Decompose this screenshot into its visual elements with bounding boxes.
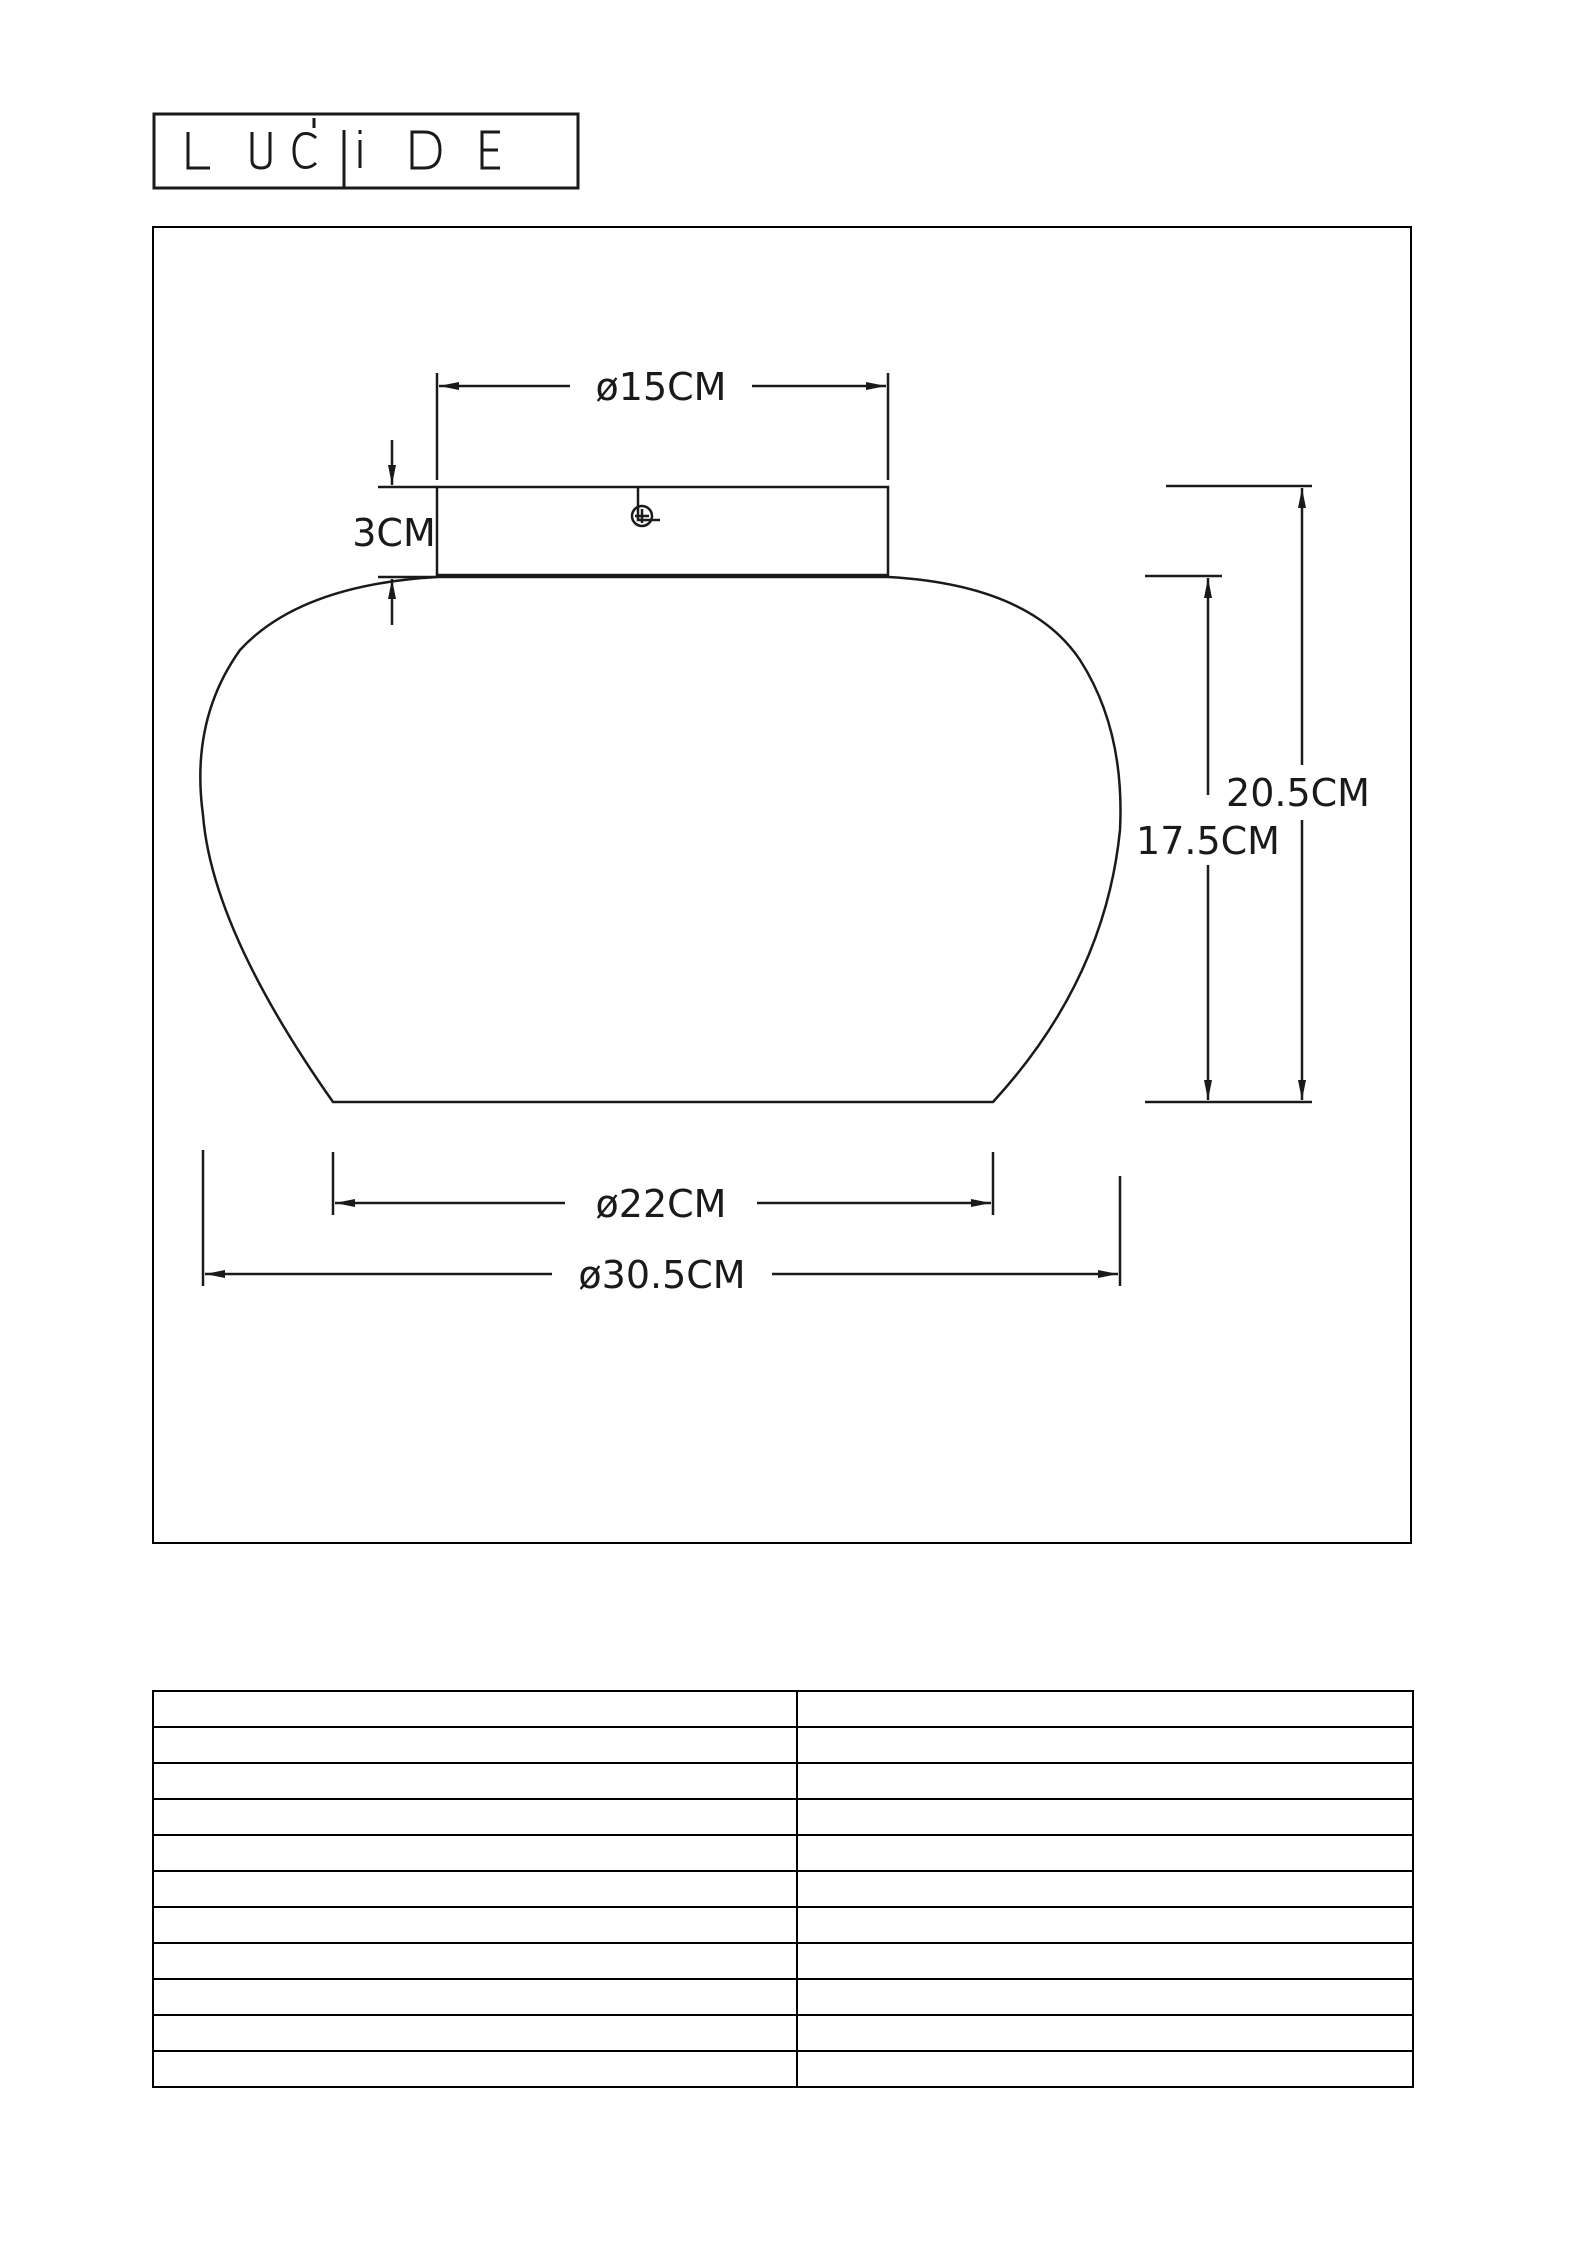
spec-value-cell — [797, 1871, 1413, 1907]
table-row — [153, 1799, 1413, 1835]
spec-value-cell — [797, 1763, 1413, 1799]
spec-value-cell — [797, 1979, 1413, 2015]
table-row — [153, 2051, 1413, 2087]
spec-label-cell — [153, 1979, 797, 2015]
spec-value-cell — [797, 1943, 1413, 1979]
spec-label-cell — [153, 1907, 797, 1943]
table-row — [153, 2015, 1413, 2051]
spec-label-cell — [153, 1835, 797, 1871]
spec-label-cell — [153, 2051, 797, 2087]
spec-label-cell — [153, 1763, 797, 1799]
mounting-plate — [437, 487, 888, 575]
table-row — [153, 1691, 1413, 1727]
spec-value-cell — [797, 1727, 1413, 1763]
dim-bottom-diameter: ø22CM — [595, 1182, 727, 1226]
spec-label-cell — [153, 1871, 797, 1907]
spec-value-cell — [797, 2015, 1413, 2051]
dim-shade-height: 17.5CM — [1136, 819, 1280, 863]
table-row — [153, 1943, 1413, 1979]
table-row — [153, 1727, 1413, 1763]
dim-max-diameter: ø30.5CM — [578, 1253, 746, 1297]
glass-shade — [200, 577, 1120, 1102]
dim-top-diameter: ø15CM — [595, 365, 727, 409]
spec-value-cell — [797, 1799, 1413, 1835]
specification-table — [152, 1690, 1414, 2088]
spec-label-cell — [153, 1691, 797, 1727]
table-row — [153, 1979, 1413, 2015]
spec-label-cell — [153, 1943, 797, 1979]
spec-value-cell — [797, 1907, 1413, 1943]
table-row — [153, 1871, 1413, 1907]
dim-total-height: 20.5CM — [1226, 771, 1370, 815]
spec-label-cell — [153, 1799, 797, 1835]
dim-mount-height: 3CM — [352, 511, 436, 555]
spec-label-cell — [153, 1727, 797, 1763]
spec-label-cell — [153, 2015, 797, 2051]
spec-value-cell — [797, 2051, 1413, 2087]
table-row — [153, 1907, 1413, 1943]
spec-value-cell — [797, 1691, 1413, 1727]
table-row — [153, 1835, 1413, 1871]
table-row — [153, 1763, 1413, 1799]
spec-value-cell — [797, 1835, 1413, 1871]
